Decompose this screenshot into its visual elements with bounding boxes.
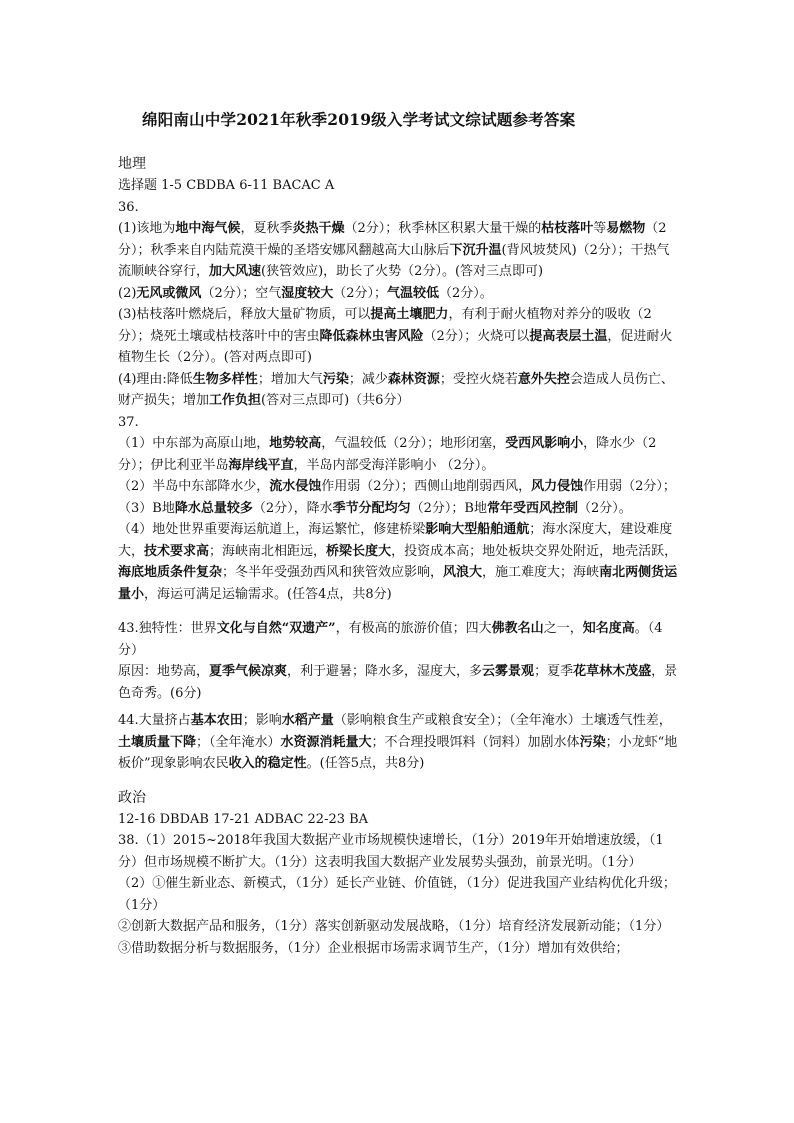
key-point: 湿度较大 (281, 285, 334, 301)
text-segment: 43.独特性：世界 (118, 621, 217, 636)
text-segment: ；小龙虾“地板价”现象影响农民 (118, 734, 678, 771)
text-segment: （2分）； (333, 285, 388, 301)
text-segment: ，气温较低（2分）；地形闭塞， (321, 436, 506, 451)
key-point: 桥梁长度大 (326, 543, 392, 559)
key-point: 知名度高 (582, 621, 635, 636)
text-segment: （3）B地 (118, 500, 175, 516)
key-point: 季节分配均匀 (332, 500, 411, 516)
text-segment: ，半岛内部受海洋影响小 （2分）。 (293, 457, 495, 473)
key-point: 易燃物 (606, 221, 646, 236)
key-point: 污染 (579, 734, 606, 750)
key-point: 影响大型船舶通航 (425, 522, 530, 537)
key-point: 常年受西风控制 (486, 500, 578, 516)
key-point: 海底地质条件复杂 (118, 565, 223, 580)
key-point: 污染 (322, 371, 349, 387)
q36-part1 (118, 218, 680, 283)
q36-part4 (118, 369, 680, 412)
key-point: 降低森林虫害风险 (319, 328, 424, 344)
key-point: 水资源消耗量大 (280, 734, 372, 750)
text-segment: ；夏季 (534, 664, 574, 679)
page-title: 绵阳南山中学2021年秋季2019级入学考试文综试题参考答案 (142, 110, 576, 129)
q36-part2 (118, 283, 680, 305)
text-segment: (2) (118, 285, 137, 301)
key-point: 土壤质量下降 (118, 734, 197, 750)
q38-part2: （2）①催生新业态、新模式，（1分）延长产业链、价值链，（1分）促进我国产业结构优化升级；（1分） (118, 876, 676, 913)
text-segment: （2分）。 (577, 500, 632, 516)
key-point: 森林资源 (387, 371, 440, 387)
q37-part4 (118, 519, 680, 605)
text-segment: （2）半岛中东部降水少， (118, 479, 270, 494)
text-segment: ，促进耐火植物生长（2分）。(答对两点即可) (118, 328, 673, 365)
key-point: 文化与自然“双遗产” (216, 621, 336, 636)
text-segment: ，投资成本高；地处板块交界处附近，地壳活跃， (391, 543, 678, 559)
text-segment: ；（全年淹水） (196, 734, 281, 750)
text-segment: ，有极高的旅游价值；四大 (335, 621, 492, 636)
q44-part1 (118, 710, 680, 775)
text-segment: （2分），降水 (252, 500, 333, 516)
key-point: 提高土壤肥力 (370, 307, 449, 322)
text-segment: （2分）；秋季林区积累大量干燥的 (344, 221, 542, 236)
key-point: 下沉升温 (449, 242, 502, 258)
text-segment: ，利于避暑；降水多，湿度大，多 (287, 664, 483, 679)
text-segment: 原因：地势高， (118, 664, 210, 679)
text-segment: (3)枯枝落叶燃烧后，释放大量矿物质，可以 (118, 307, 371, 322)
geography-mc-answers: 选择题 1-5 CBDBA 6-11 BACAC A (118, 178, 335, 193)
text-segment: 。(任答5点，共8分) (306, 756, 425, 771)
text-segment: ，施工难度大；海峡 (482, 565, 600, 580)
text-segment: ，景色奇秀。(6分) (118, 664, 678, 701)
key-point: 花草林木茂盛 (573, 664, 652, 679)
q38-part3: ②创新大数据产品和服务，（1分）落实创新驱动发展战略，（1分）培育经济发展新动能；（1分） (118, 919, 670, 934)
q43-part2 (118, 661, 680, 704)
text-segment: ；受控火烧若 (439, 371, 518, 387)
q37-part2 (118, 476, 680, 498)
key-point: 南北两侧货运量小 (118, 565, 678, 602)
text-segment: ，降水少（2分）；伊比利亚半岛 (118, 436, 657, 473)
text-segment: （2分）；空气 (201, 285, 282, 301)
q36-part3 (118, 304, 680, 369)
text-segment: ；冬半年受强劲西风和狭管效应影响， (222, 565, 444, 580)
q38-part1: 38.（1）2015~2018年我国大数据产业市场规模快速增长，（1分）2019年开始增速放缓，（1分）但市场规模不断扩大。（1分）这表明我国大数据产业发展势头强劲，前景光明。（1分） (118, 833, 664, 870)
text-segment: （4）地处世界重要海运航道上，海运繁忙，修建桥梁 (118, 522, 426, 537)
key-point: 海岸线平直 (228, 457, 294, 473)
key-point: 水稻产量 (281, 713, 334, 728)
key-point: 风力侵蚀 (531, 479, 584, 494)
q38-part4: ③借助数据分析与数据服务，（1分）企业根据市场需求调节生产，（1分）增加有效供给； (118, 940, 629, 956)
text-segment: (1)该地为 (118, 221, 176, 236)
text-segment: 等 (593, 221, 607, 236)
key-point: 地势较高 (269, 436, 322, 451)
text-segment: ；影响 (242, 713, 282, 728)
geography-heading: 地理 (118, 156, 146, 172)
text-segment: （2分）；秋季来自内陆荒漠干燥的圣塔安娜风翻越高大山脉后 (118, 221, 667, 258)
text-segment: ；海水深度大，建设难度大， (118, 522, 673, 559)
text-segment: ，有利于耐火植物对养分的吸收（2分）；烧死土壤或枯枝落叶中的害虫 (118, 307, 652, 344)
text-segment: ；减少 (348, 371, 388, 387)
text-segment: ；增加大气 (257, 371, 323, 387)
q43-part1 (118, 618, 680, 661)
key-point: 夏季气候凉爽 (209, 664, 288, 679)
key-point: 工作负担 (209, 393, 262, 408)
text-segment: (背风坡焚风)（2分）；干热气流顺峡谷穿行， (118, 242, 670, 279)
text-segment: （2分）。 (439, 285, 493, 301)
text-segment: 之一， (543, 621, 583, 636)
key-point: 枯枝落叶 (541, 221, 594, 236)
key-point: 地中海气候 (175, 221, 241, 236)
q37-part1 (118, 433, 680, 476)
key-point: 降水总量较多 (174, 500, 253, 516)
text-segment: 。（4分） (118, 621, 663, 658)
text-segment: (4)理由:降低 (118, 371, 193, 387)
q37-number: 37. (118, 414, 139, 430)
text-segment: 作用弱（2分）；西侧山地削弱西风， (321, 479, 532, 494)
text-segment: (狭管效应)，助长了火势（2分）。(答对三点即可) (261, 264, 544, 279)
politics-mc-answers: 12-16 DBDAB 17-21 ADBAC 22-23 BA (118, 811, 369, 827)
key-point: 受西风影响小 (505, 436, 584, 451)
politics-heading: 政治 (118, 789, 146, 806)
key-point: 流水侵蚀 (269, 479, 322, 494)
text-segment: 作用弱（2分）； (583, 479, 676, 494)
key-point: 提高表层土温 (529, 328, 608, 344)
key-point: 无风或微风 (136, 285, 202, 301)
text-segment: 44.大量挤占 (118, 713, 191, 728)
key-point: 收入的稳定性 (228, 756, 307, 771)
key-point: 气温较低 (387, 285, 440, 301)
text-segment: （影响粮食生产或粮食安全）；（全年淹水）土壤透气性差， (333, 713, 672, 728)
text-segment: ，夏秋季 (240, 221, 293, 236)
answer-content (118, 153, 680, 959)
key-point: 佛教名山 (491, 621, 544, 636)
key-point: 生物多样性 (192, 371, 258, 387)
key-point: 基本农田 (190, 713, 243, 728)
key-point: 云雾景观 (482, 664, 535, 679)
text-segment: 会造成人员伤亡、财产损失；增加 (118, 371, 674, 408)
text-segment: ；不合理投喂饵料（饲料）加剧水体 (371, 734, 580, 750)
key-point: 技术要求高 (144, 543, 210, 559)
text-segment: （1）中东部为高原山地， (118, 436, 270, 451)
text-segment: ，海运可满足运输需求。(任答4点，共8分) (144, 586, 392, 602)
q37-part3 (118, 498, 680, 520)
key-point: 意外失控 (517, 371, 570, 387)
text-segment: (答对三点即可)（共6分） (261, 393, 410, 408)
text-segment: （2分）；火烧可以 (423, 328, 530, 344)
text-segment: （2分）；B地 (410, 500, 487, 516)
text-segment: ；海峡南北相距远， (209, 543, 327, 559)
key-point: 风浪大 (443, 565, 483, 580)
q36-number: 36. (118, 199, 139, 215)
key-point: 加大风速 (209, 264, 262, 279)
key-point: 炎热干燥 (292, 221, 345, 236)
